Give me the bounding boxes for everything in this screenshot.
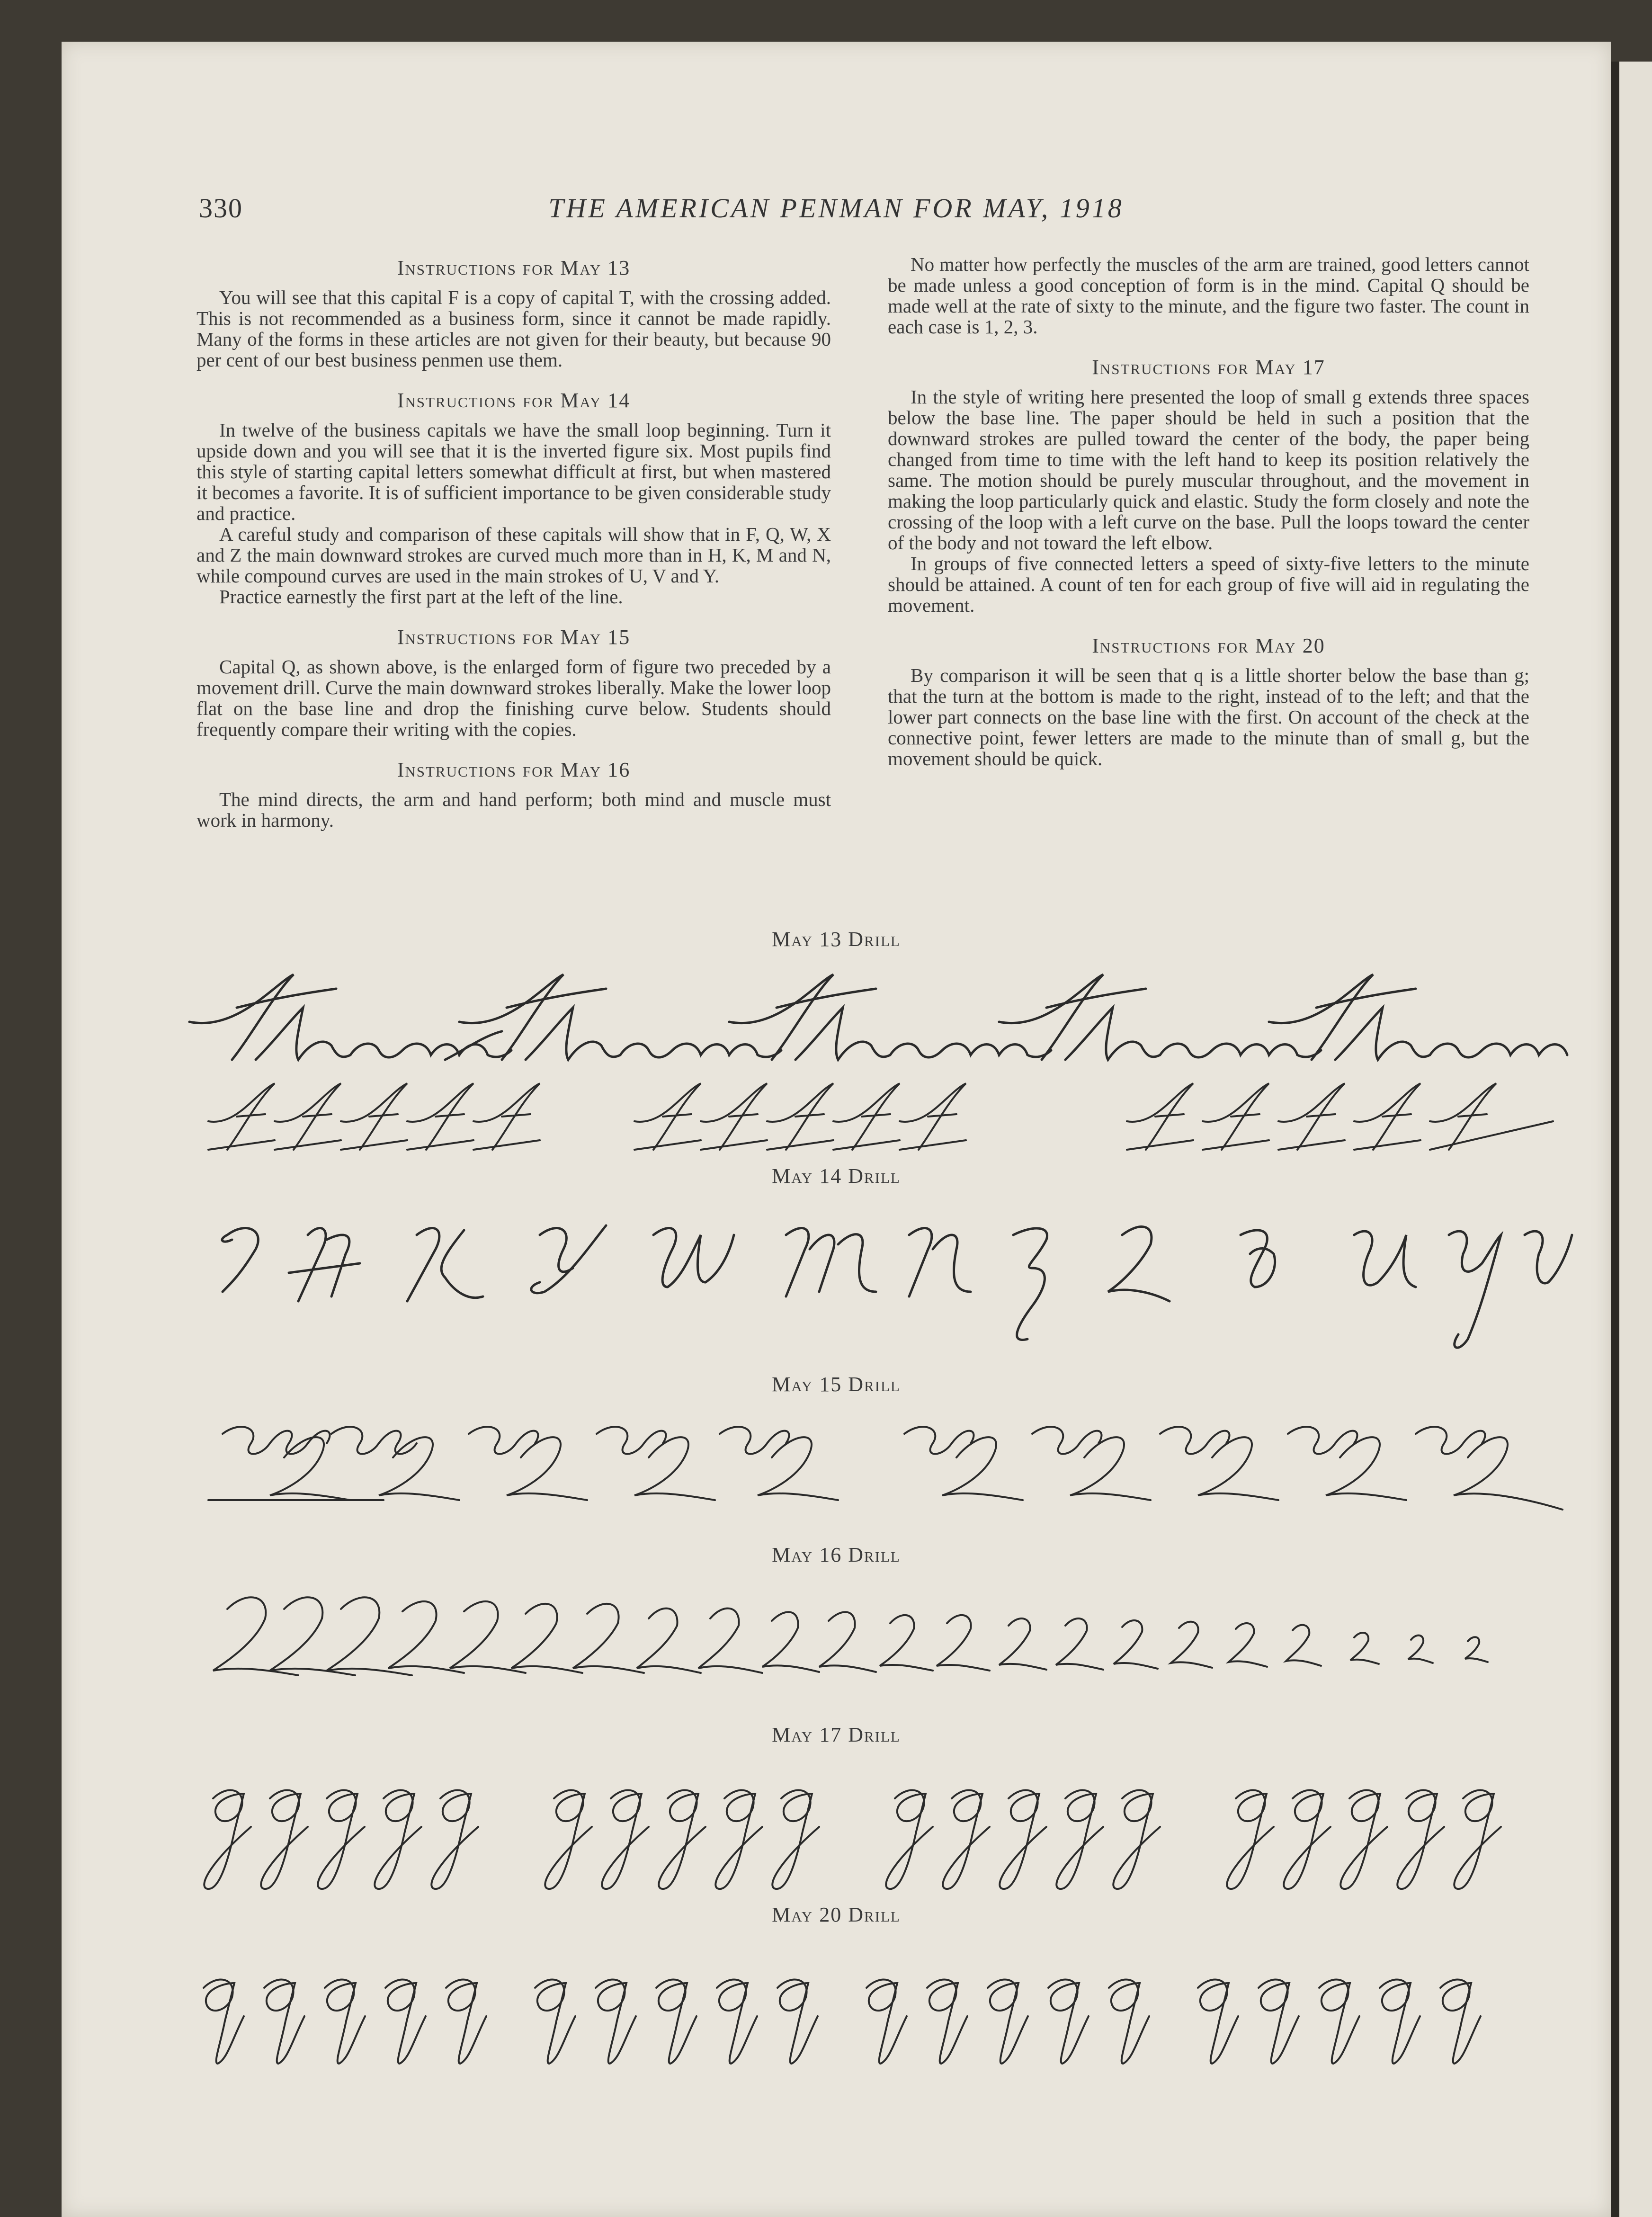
- paragraph: In groups of five connected letters a speed of sixty-five letters to the minute should be attained. A count of ten for each group of five will aid in regulating the movement.: [888, 553, 1529, 616]
- script-letter-stroke: [1454, 1790, 1501, 1889]
- script-letter-stroke: [1380, 1980, 1420, 2064]
- drill-heading-may-14: May 14 Drill: [772, 1164, 901, 1188]
- script-letter-stroke: [1319, 1980, 1359, 2064]
- paragraph: Capital Q, as shown above, is the enlarged form of figure two preceded by a movement drill. Curve the main downward strokes liberally. Make the lower loop flat on the base line and drop the finishing curve below. Students should frequently compare their writing with the copies.: [196, 656, 831, 740]
- section-heading: Instructions for May 17: [1092, 356, 1325, 379]
- section-heading: Instructions for May 20: [1092, 634, 1325, 657]
- drill-heading-may-15: May 15 Drill: [772, 1373, 901, 1396]
- script-letter-stroke: [1109, 1980, 1149, 2064]
- drill-heading-may-16: May 16 Drill: [772, 1543, 901, 1566]
- script-letter-stroke: [943, 1790, 990, 1889]
- left-text-column: [196, 254, 831, 831]
- thomas-word-row: [189, 974, 1567, 1060]
- page-header: [62, 192, 1611, 225]
- script-letter-stroke: [866, 1980, 907, 2064]
- section-heading: Instructions for May 14: [397, 389, 631, 412]
- drill-specimen-may-20: [180, 1936, 1577, 2087]
- script-letter-stroke: [264, 1980, 304, 2064]
- business-capitals-row: [222, 1225, 1572, 1348]
- script-letter-stroke: [535, 1980, 575, 2064]
- section-heading: Instructions for May 13: [397, 256, 631, 279]
- paragraph: In the style of writing here presented the loop of small g extends three spaces below the base line. The paper should be held in such a position that the downward strokes are pulled toward the center of the body, the paper being changed from time to time with the left hand to keep its position relatively the same. The motion should be purely muscular throughout, and the movement in making the loop particularly quick and elastic. Study the form closely and note the crossing of the loop with a left curve on the base. Pull the loops toward the center of the body and not toward the left elbow.: [888, 386, 1529, 554]
- script-letter-stroke: [772, 1790, 819, 1889]
- script-letter-stroke: [988, 1980, 1028, 2064]
- script-letter-stroke: [596, 1980, 636, 2064]
- script-letter-stroke: [385, 1980, 426, 2064]
- script-letter-stroke: [659, 1790, 705, 1889]
- paragraph: You will see that this capital F is a copy of capital T, with the crossing added. This is not recommended as a business form, since it cannot be made rapidly. Many of the forms in these articles are not given for their beauty, but because 90 per cent of our best business penmen use them.: [196, 286, 831, 371]
- paragraph: Practice earnestly the first part at the left of the line.: [219, 586, 623, 608]
- script-letter-stroke: [1284, 1790, 1331, 1889]
- binding-gutter: [1611, 62, 1619, 2217]
- script-letter-stroke: [1000, 1790, 1046, 1889]
- drill-specimen-may-13: [180, 965, 1577, 1164]
- script-letter-stroke: [1048, 1980, 1089, 2064]
- script-letter-stroke: [431, 1790, 478, 1889]
- script-letter-stroke: [1198, 1980, 1238, 2064]
- script-letter-stroke: [1340, 1790, 1387, 1889]
- script-letter-stroke: [656, 1980, 697, 2064]
- capital-q-movement-row: [208, 1427, 1563, 1510]
- script-letter-stroke: [1440, 1980, 1481, 2064]
- paragraph: In twelve of the business capitals we have the small loop beginning. Turn it upside down and you will see that it is the inverted figure six. Most pupils find this style of starting capital letters somewhat difficult at first, but when mastered it becomes a favorite. It is of sufficient importance to be given considerable study and practice.: [196, 419, 831, 524]
- script-letter-stroke: [715, 1790, 762, 1889]
- script-letter-stroke: [545, 1790, 592, 1889]
- script-letter-stroke: [204, 1980, 244, 2064]
- script-letter-stroke: [325, 1980, 365, 2064]
- section-heading: Instructions for May 15: [397, 626, 631, 649]
- script-letter-stroke: [602, 1790, 649, 1889]
- drill-specimen-may-17: [180, 1756, 1577, 1903]
- capital-f-row: [208, 1083, 1553, 1150]
- script-letter-stroke: [318, 1790, 365, 1889]
- drill-heading-may-20: May 20 Drill: [772, 1903, 901, 1926]
- script-letter-stroke: [1259, 1980, 1299, 2064]
- script-letter-stroke: [777, 1980, 818, 2064]
- script-letter-stroke: [375, 1790, 421, 1889]
- facing-page-edge: [1619, 62, 1652, 2217]
- paragraph: The mind directs, the arm and hand perform; both mind and muscle must work in harmony.: [196, 788, 831, 831]
- script-letter-stroke: [717, 1980, 757, 2064]
- drill-specimen-may-16: [180, 1576, 1577, 1699]
- section-heading: Instructions for May 16: [397, 758, 631, 781]
- running-title: THE AMERICAN PENMAN FOR MAY, 1918: [548, 193, 1124, 223]
- script-letter-stroke: [446, 1980, 486, 2064]
- drill-specimen-may-14: [180, 1197, 1577, 1368]
- script-letter-stroke: [1397, 1790, 1444, 1889]
- script-letter-stroke: [261, 1790, 308, 1889]
- script-letter-stroke: [204, 1790, 251, 1889]
- drill-specimen-may-15: [180, 1405, 1577, 1538]
- right-text-column: [888, 254, 1529, 769]
- page-number: 330: [199, 193, 243, 223]
- small-g-row: [204, 1790, 1501, 1889]
- paragraph: A careful study and comparison of these capitals will show that in F, Q, W, X and Z the main downward strokes are curved much more than in H, K, M and N, while compound curves are used in the main strokes of U, V and Y.: [196, 523, 831, 587]
- script-letter-stroke: [1113, 1790, 1160, 1889]
- script-letter-stroke: [1056, 1790, 1103, 1889]
- paragraph: No matter how perfectly the muscles of the arm are trained, good letters cannot be made unless a good conception of form is in the mind. Capital Q should be made well at the rate of sixty to the minute, and the figure two faster. The count in each case is 1, 2, 3.: [888, 253, 1529, 338]
- small-q-row: [204, 1980, 1481, 2064]
- script-letter-stroke: [927, 1980, 967, 2064]
- script-letter-stroke: [1227, 1790, 1274, 1889]
- drill-heading-may-17: May 17 Drill: [772, 1723, 901, 1746]
- script-letter-stroke: [886, 1790, 933, 1889]
- paragraph: By comparison it will be seen that q is a little shorter below the base than g; that the turn at the bottom is made to the right, instead of to the left; and that the lower part connects on the base line with the first. On account of the check at the connective point, fewer letters are made to the minute than of small g, but the movement should be quick.: [888, 664, 1529, 769]
- drill-heading-may-13: May 13 Drill: [772, 928, 901, 951]
- figure-two-row: [213, 1597, 1488, 1675]
- magazine-page: [62, 42, 1611, 2217]
